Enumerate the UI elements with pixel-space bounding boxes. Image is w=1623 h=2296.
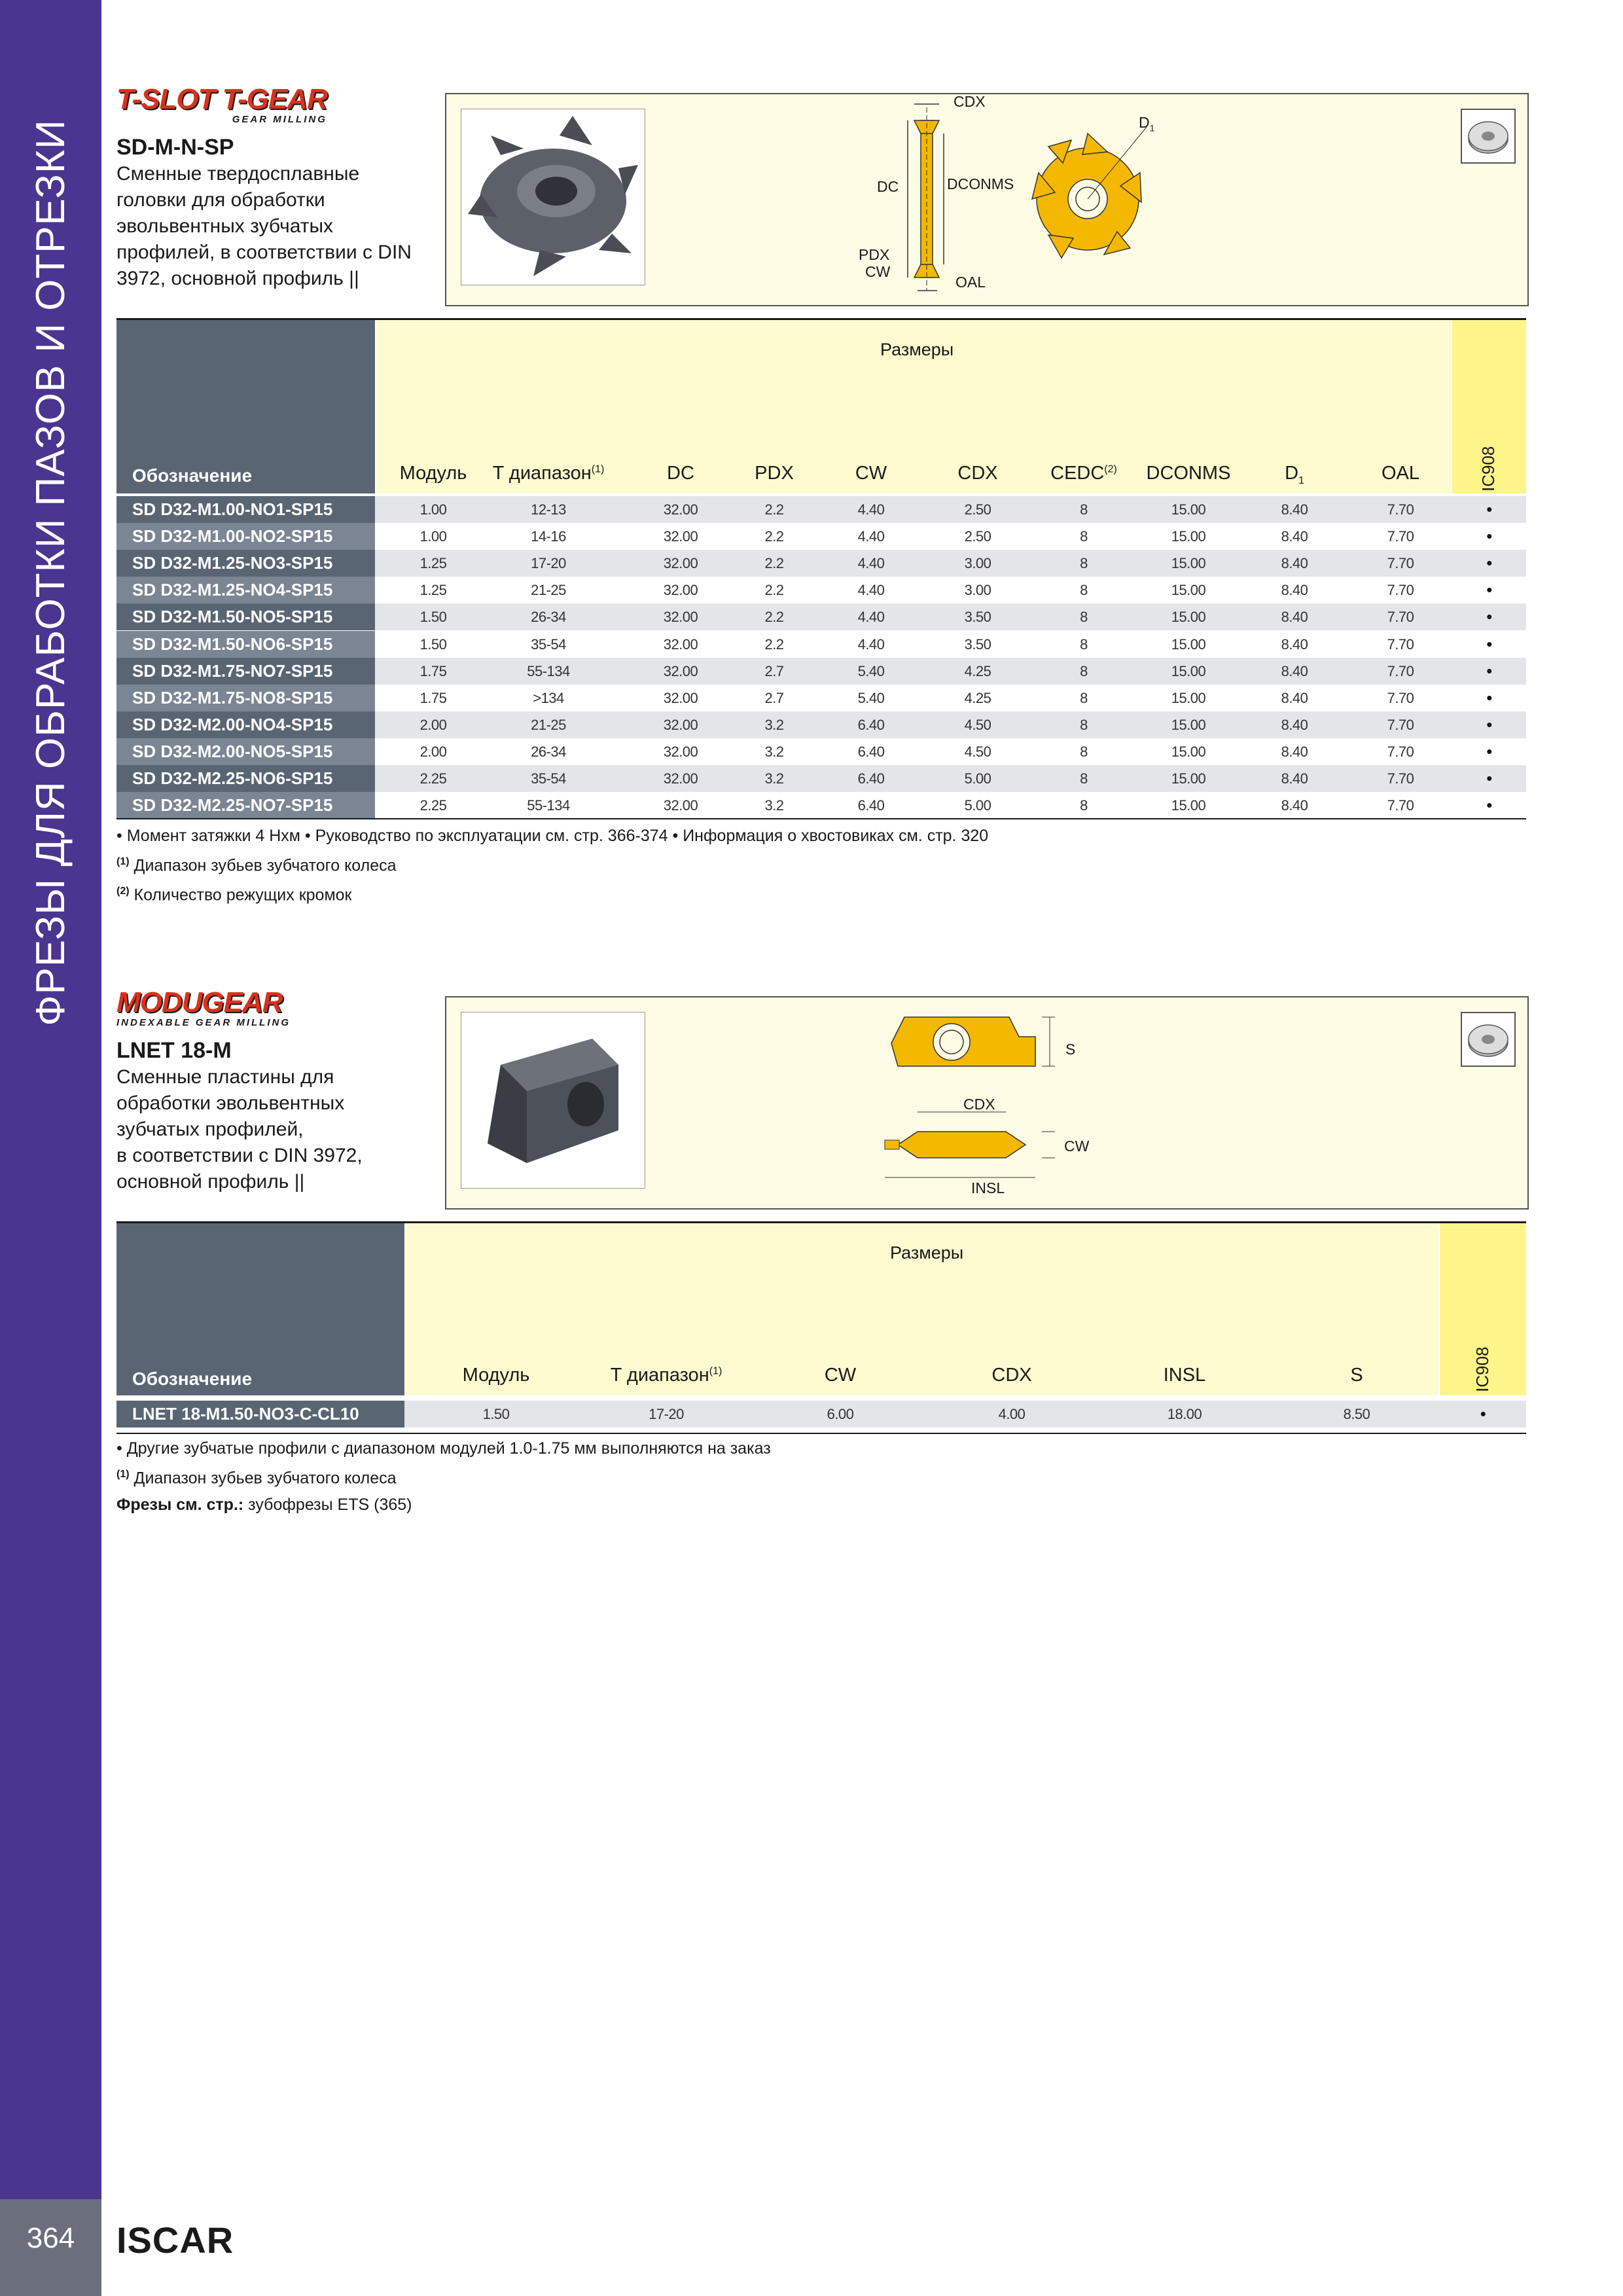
technical-drawing-panel <box>445 996 1529 1210</box>
cell-d1: 8.40 <box>1281 689 1308 706</box>
cell-cw: 6.40 <box>857 743 885 760</box>
cell-cdx: 3.50 <box>964 609 991 626</box>
cell-cw: 6.40 <box>857 797 885 814</box>
cell-dconms: 15.00 <box>1171 743 1206 760</box>
cell-modul: 1.00 <box>419 528 447 545</box>
cell-d1: 8.40 <box>1281 797 1308 814</box>
cell-dc: 32.00 <box>663 743 698 760</box>
cell-dconms: 15.00 <box>1171 636 1206 653</box>
cell-cdx: 4.50 <box>964 743 991 760</box>
cell-t-range: 26-34 <box>531 743 566 760</box>
cell-grade-availability: • <box>1486 580 1492 600</box>
cell-cw: 5.40 <box>857 662 885 679</box>
front-gear-drawing <box>1022 120 1153 278</box>
section-lnet-18-m <box>116 988 1530 1577</box>
product-photo <box>461 109 645 285</box>
label-insl: INSL <box>971 1179 1005 1196</box>
row-code: SD D32-M2.25-NO6-SP15 <box>116 765 375 792</box>
cell-cedc: 8 <box>1080 528 1088 545</box>
cell-insl: 18.00 <box>1167 1406 1202 1422</box>
row-code: LNET 18-M1.50-NO3-C-CL10 <box>116 1401 404 1427</box>
cell-grade-availability: • <box>1486 660 1492 681</box>
col-header-cw: CW <box>855 463 887 484</box>
table-header-code: Обозначение <box>116 320 375 493</box>
cell-cw: 6.40 <box>857 716 885 733</box>
cell-modul: 2.25 <box>419 797 447 814</box>
cell-modul: 1.50 <box>482 1406 510 1422</box>
insert-image <box>461 1013 645 1188</box>
col-header-modul: Модуль <box>462 1365 530 1386</box>
col-header-s: S <box>1350 1365 1363 1386</box>
chapter-title: ФРЕЗЫ ДЛЯ ОБРАБОТКИ ПАЗОВ И ОТРЕЗКИ <box>28 119 73 1026</box>
cell-cdx: 3.50 <box>964 636 991 653</box>
cell-t-range: 21-25 <box>531 716 566 733</box>
cell-cdx: 4.00 <box>998 1406 1026 1422</box>
cell-cedc: 8 <box>1080 501 1088 518</box>
tslot-tgear-logo: T-SLOT T-GEAR GEAR MILLING <box>116 83 327 125</box>
cell-oal: 7.70 <box>1387 743 1414 760</box>
cell-cdx: 3.00 <box>964 555 991 572</box>
cell-pdx: 2.2 <box>764 501 784 518</box>
cell-pdx: 2.7 <box>764 689 784 706</box>
cell-d1: 8.40 <box>1281 662 1308 679</box>
table2-notes: • Другие зубчатые профили с диапазоном модулей 1.0-1.75 мм выполняются на заказ $^{(1)}$ Диапазон зубьев зубчатого колеса <box>116 1439 771 1488</box>
cell-cw: 4.40 <box>857 636 885 653</box>
cell-oal: 7.70 <box>1387 689 1414 706</box>
cell-grade-availability: • <box>1486 741 1492 761</box>
cell-cedc: 8 <box>1080 770 1088 787</box>
cell-oal: 7.70 <box>1387 609 1414 626</box>
cell-dc: 32.00 <box>663 501 698 518</box>
col-header-t-range: T диапазон$^{(1)}$ <box>492 463 605 484</box>
cell-oal: 7.70 <box>1387 582 1414 599</box>
cell-dc: 32.00 <box>663 609 698 626</box>
table-row <box>116 523 1526 550</box>
cell-t-range: >134 <box>533 689 564 706</box>
cell-modul: 2.00 <box>419 716 447 733</box>
cell-cw: 5.40 <box>857 689 885 706</box>
cell-dconms: 15.00 <box>1171 689 1206 706</box>
cell-pdx: 2.2 <box>764 636 784 653</box>
cell-cdx: 3.00 <box>964 582 991 599</box>
cell-d1: 8.40 <box>1281 743 1308 760</box>
cell-dconms: 15.00 <box>1171 770 1206 787</box>
col-header-oal: OAL <box>1381 463 1420 484</box>
cell-dconms: 15.00 <box>1171 582 1206 599</box>
product-photo <box>461 1012 645 1189</box>
cell-dconms: 15.00 <box>1171 716 1206 733</box>
cell-cw: 4.40 <box>857 609 885 626</box>
cell-modul: 1.25 <box>419 582 447 599</box>
cell-grade-availability: • <box>1486 714 1492 734</box>
cell-pdx: 3.2 <box>764 743 784 760</box>
cell-oal: 7.70 <box>1387 770 1414 787</box>
cell-grade-availability: • <box>1486 499 1492 519</box>
row-code: SD D32-M1.00-NO2-SP15 <box>116 523 375 550</box>
label-dconms: DCONMS <box>947 175 1014 192</box>
section-sd-m-n-sp <box>116 85 1530 903</box>
cell-cdx: 4.25 <box>964 689 991 706</box>
cell-t-range: 26-34 <box>531 609 566 626</box>
table-bottom-rule <box>116 1433 1526 1434</box>
cell-grade-availability: • <box>1486 607 1492 627</box>
cell-dc: 32.00 <box>663 582 698 599</box>
cell-modul: 1.50 <box>419 609 447 626</box>
label-dc: DC <box>877 178 899 195</box>
cell-cdx: 2.50 <box>964 501 991 518</box>
cell-d1: 8.40 <box>1281 528 1308 545</box>
product-description: Сменные пластины для обработки эвольвентных зубчатых профилей, в соответствии с DIN 3972, основной профиль || <box>116 1066 363 1193</box>
cell-cedc: 8 <box>1080 555 1088 572</box>
table-header-code: Обозначение <box>116 1223 404 1395</box>
cell-dc: 32.00 <box>663 636 698 653</box>
label-cdx: CDX <box>954 93 986 110</box>
cell-cedc: 8 <box>1080 689 1088 706</box>
cell-cedc: 8 <box>1080 662 1088 679</box>
table-row <box>116 792 1526 819</box>
product-description: Сменные твердосплавные головки для обработки эвольвентных зубчатых профилей, в соответствии с DIN 3972, основной профиль || <box>116 163 412 289</box>
col-header-insl: INSL <box>1163 1365 1206 1386</box>
cell-grade-availability: • <box>1486 526 1492 547</box>
table-row <box>116 765 1526 792</box>
page-number: 364 <box>26 2222 75 2254</box>
table-row <box>116 577 1526 603</box>
col-header-dc: DC <box>667 463 694 484</box>
cell-cw: 6.00 <box>827 1406 854 1422</box>
cell-pdx: 2.2 <box>764 528 784 545</box>
row-code: SD D32-M1.75-NO7-SP15 <box>116 658 375 685</box>
col-header-t-range: T диапазон$^{(1)}$ <box>610 1365 722 1386</box>
cell-pdx: 2.2 <box>764 609 784 626</box>
table-row <box>116 658 1526 685</box>
cell-cedc: 8 <box>1080 582 1088 599</box>
cell-t-range: 17-20 <box>531 555 566 572</box>
cell-pdx: 2.2 <box>764 582 784 599</box>
see-also: Фрезы см. стр.: зубофрезы ETS (365) <box>116 1496 412 1514</box>
row-code: SD D32-M2.00-NO5-SP15 <box>116 738 375 765</box>
technical-drawing-panel <box>445 93 1529 306</box>
cell-t-range: 21-25 <box>531 582 566 599</box>
table-row <box>116 738 1526 765</box>
cell-oal: 7.70 <box>1387 797 1414 814</box>
cell-pdx: 2.7 <box>764 662 784 679</box>
cell-cw: 4.40 <box>857 555 885 572</box>
col-header-pdx: PDX <box>755 463 794 484</box>
cell-modul: 1.00 <box>419 501 447 518</box>
cell-modul: 2.00 <box>419 743 447 760</box>
cell-cw: 4.40 <box>857 582 885 599</box>
cell-dconms: 15.00 <box>1171 609 1206 626</box>
table-row <box>116 685 1526 711</box>
cell-grade-availability: • <box>1486 795 1492 816</box>
cell-d1: 8.40 <box>1281 555 1308 572</box>
cell-dconms: 15.00 <box>1171 662 1206 679</box>
row-code: SD D32-M1.75-NO8-SP15 <box>116 685 375 711</box>
table1-notes: • Момент затяжки 4 Нхм • Руководство по эксплуатации см. стр. 366-374 • Информация о хвостовиках см. стр. 320 $^{(1)}$ Диапазон зубьев зубчатого колеса $^{(2)}$ Количество режущих кромок <box>116 827 989 905</box>
label-oal: OAL <box>955 274 986 291</box>
cell-oal: 7.70 <box>1387 501 1414 518</box>
cutter-head-image <box>461 109 645 285</box>
cell-d1: 8.40 <box>1281 582 1308 599</box>
col-header-cedc: CEDC$^{(2)}$ <box>1050 463 1117 484</box>
cell-oal: 7.70 <box>1387 636 1414 653</box>
cell-pdx: 3.2 <box>764 716 784 733</box>
col-header-dconms: DCONMS <box>1146 463 1231 484</box>
cell-dc: 32.00 <box>663 662 698 679</box>
cell-dc: 32.00 <box>663 716 698 733</box>
cell-dc: 32.00 <box>663 555 698 572</box>
cell-grade-availability: • <box>1480 1404 1486 1424</box>
row-code: SD D32-M1.25-NO3-SP15 <box>116 550 375 577</box>
grade-icon-box <box>1461 109 1516 164</box>
cell-t-range: 14-16 <box>531 528 566 545</box>
cell-cw: 4.40 <box>857 501 885 518</box>
cell-cdx: 5.00 <box>964 797 991 814</box>
cell-cdx: 4.25 <box>964 662 991 679</box>
row-code: SD D32-M1.50-NO5-SP15 <box>116 603 375 630</box>
cell-cw: 6.40 <box>857 770 885 787</box>
row-code: SD D32-M1.25-NO4-SP15 <box>116 577 375 603</box>
table-row <box>116 711 1526 738</box>
cell-d1: 8.40 <box>1281 636 1308 653</box>
cell-t-range: 17-20 <box>649 1406 684 1422</box>
cell-modul: 1.50 <box>419 636 447 653</box>
cell-t-range: 55-134 <box>527 797 570 814</box>
col-header-cdx: CDX <box>957 463 998 484</box>
row-code: SD D32-M1.50-NO6-SP15 <box>116 631 375 658</box>
table-row <box>116 496 1526 523</box>
cell-modul: 1.25 <box>419 555 447 572</box>
table-header-grade: IC908 <box>1452 320 1526 493</box>
label-cw: CW <box>865 263 891 280</box>
cell-grade-availability: • <box>1486 634 1492 654</box>
cell-d1: 8.40 <box>1281 716 1308 733</box>
row-code: SD D32-M2.25-NO7-SP15 <box>116 792 375 819</box>
cell-dconms: 15.00 <box>1171 528 1206 545</box>
cell-cdx: 5.00 <box>964 770 991 787</box>
cell-dconms: 15.00 <box>1171 501 1206 518</box>
cell-modul: 1.75 <box>419 662 447 679</box>
table-row <box>116 1401 1526 1427</box>
cell-t-range: 35-54 <box>531 636 566 653</box>
cell-pdx: 3.2 <box>764 770 784 787</box>
cell-cedc: 8 <box>1080 797 1088 814</box>
table-row <box>116 550 1526 577</box>
cell-cdx: 4.50 <box>964 716 991 733</box>
cell-cedc: 8 <box>1080 609 1088 626</box>
grade-icon-box <box>1461 1012 1516 1067</box>
cell-dc: 32.00 <box>663 528 698 545</box>
col-header-cw: CW <box>824 1365 857 1386</box>
gear-milling-icon <box>1462 1013 1514 1066</box>
modugear-logo: MODUGEAR INDEXABLE GEAR MILLING <box>116 986 291 1028</box>
row-code: SD D32-M2.00-NO4-SP15 <box>116 711 375 738</box>
cell-oal: 7.70 <box>1387 716 1414 733</box>
cell-t-range: 12-13 <box>531 501 566 518</box>
table-bottom-rule <box>116 818 1526 819</box>
cell-dc: 32.00 <box>663 797 698 814</box>
cell-cedc: 8 <box>1080 636 1088 653</box>
cell-dconms: 15.00 <box>1171 555 1206 572</box>
insert-drawing <box>878 1004 1114 1200</box>
col-header-modul: Модуль <box>399 463 467 484</box>
label-cw: CW <box>1064 1138 1090 1155</box>
cell-pdx: 3.2 <box>764 797 784 814</box>
table-header-dimensions: Размеры <box>406 1223 1438 1395</box>
gear-milling-icon <box>1462 110 1514 162</box>
row-code: SD D32-M1.00-NO1-SP15 <box>116 496 375 523</box>
cell-oal: 7.70 <box>1387 662 1414 679</box>
cell-cedc: 8 <box>1080 743 1088 760</box>
cell-modul: 1.75 <box>419 689 447 706</box>
cell-dc: 32.00 <box>663 689 698 706</box>
cell-dc: 32.00 <box>663 770 698 787</box>
col-header-d1: $D^1$ <box>1285 463 1304 486</box>
cell-s: 8.50 <box>1343 1406 1370 1422</box>
cell-grade-availability: • <box>1486 768 1492 788</box>
table-row <box>116 603 1526 630</box>
cell-d1: 8.40 <box>1281 770 1308 787</box>
cell-oal: 7.70 <box>1387 528 1414 545</box>
table-row <box>116 631 1526 658</box>
label-s: S <box>1065 1041 1076 1058</box>
cell-grade-availability: • <box>1486 553 1492 573</box>
cell-d1: 8.40 <box>1281 609 1308 626</box>
cell-t-range: 55-134 <box>527 662 570 679</box>
cell-pdx: 2.2 <box>764 555 784 572</box>
label-pdx: PDX <box>859 246 890 263</box>
cell-oal: 7.70 <box>1387 555 1414 572</box>
cell-cw: 4.40 <box>857 528 885 545</box>
cell-cdx: 2.50 <box>964 528 991 545</box>
cell-dconms: 15.00 <box>1171 797 1206 814</box>
table-header-grade: IC908 <box>1440 1223 1526 1395</box>
table-header-dimensions: Размеры <box>376 320 1451 493</box>
cell-t-range: 35-54 <box>531 770 566 787</box>
col-header-cdx: CDX <box>991 1365 1032 1386</box>
product-name: SD-M-N-SP <box>116 135 234 160</box>
cell-d1: 8.40 <box>1281 501 1308 518</box>
cell-grade-availability: • <box>1486 687 1492 708</box>
label-d1: $D_1$ <box>1139 114 1155 134</box>
cell-cedc: 8 <box>1080 716 1088 733</box>
footer-brand: ISCAR <box>116 2219 234 2261</box>
label-cdx: CDX <box>963 1096 995 1113</box>
product-name: LNET 18-M <box>116 1038 232 1063</box>
cell-modul: 2.25 <box>419 770 447 787</box>
